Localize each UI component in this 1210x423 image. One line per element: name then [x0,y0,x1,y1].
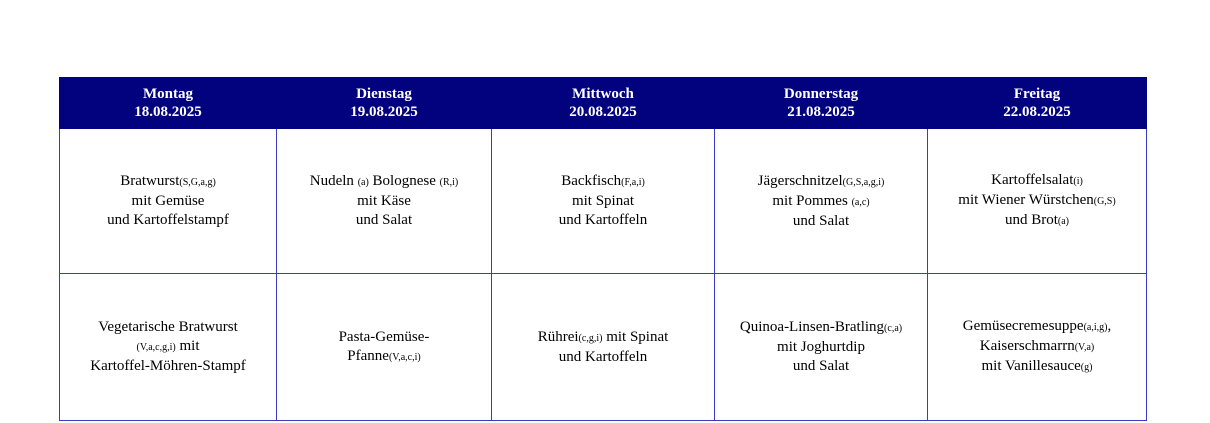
allergen-codes: (a,i,g) [1083,322,1108,333]
header-monday [60,78,277,129]
meal-cell-wednesday [492,274,715,421]
header-friday [928,78,1147,129]
meal-line [934,171,1140,191]
meal-text: mit Wiener Würstchen [958,192,1094,208]
meal-cell-friday [928,129,1147,274]
meal-line [283,347,485,367]
meal-cell-thursday [715,274,928,421]
meal-line: und Salat [792,212,850,229]
meal-line [934,357,1140,377]
meal-text: Backfisch [561,173,622,189]
meal-text: mit Vanillesauce [981,358,1081,374]
meal-cell-monday [60,129,277,274]
meal-cell-monday [60,274,277,421]
day-date: 19.08.2025 [350,104,418,120]
meal-line [66,172,270,192]
menu-body [60,129,1147,421]
meal-line: und Kartoffelstampf [107,212,229,228]
meal-cell-wednesday [492,129,715,274]
allergen-codes: (g) [1080,362,1093,373]
day-date: 22.08.2025 [1003,104,1071,120]
meal-line [934,337,1140,357]
header-wednesday [492,78,715,129]
day-name: Mittwoch [572,86,634,102]
meal-text: Pfanne [347,347,389,364]
meal-line: mit Gemüse [131,193,205,209]
meal-text: Bolognese [368,173,440,189]
meal-line [934,211,1140,231]
allergen-codes: (R,i) [439,177,459,188]
allergen-codes: (F,a,i) [621,177,645,188]
meal-line: mit Käse [357,193,411,209]
meal-text: Bratwurst [120,173,180,189]
meal-text: mit Spinat [602,328,669,345]
meal-line [283,172,485,192]
header-row [60,78,1147,129]
meal-line [721,172,921,192]
allergen-codes: (G,S,a,g,i) [842,176,885,188]
meal-line: und Kartoffeln [558,212,648,228]
meal-text: Nudeln [309,173,358,189]
meal-text: Jägerschnitzel [757,172,843,189]
meal-line [498,328,708,348]
meal-text: mit Pommes [772,192,852,209]
meal-line [721,318,921,338]
allergen-codes: (S,G,a,g) [179,177,216,188]
meal-text: Kartoffelsalat [991,172,1074,188]
meal-line [498,172,708,192]
meal-cell-friday [928,274,1147,421]
header-thursday [715,78,928,129]
menu-row-alternative [60,274,1147,421]
day-name: Donnerstag [783,86,859,102]
meal-text: Gemüsecremesuppe [962,318,1084,334]
meal-line: und Salat [792,358,850,374]
allergen-codes: (a) [1057,216,1070,227]
meal-cell-tuesday [277,274,492,421]
allergen-codes: (c,a) [884,323,903,334]
day-name: Dienstag [356,86,412,102]
day-name: Montag [143,86,193,102]
meal-text: Rührei [537,328,579,345]
day-date: 21.08.2025 [787,104,855,120]
meal-cell-thursday [715,129,928,274]
meal-line [934,191,1140,211]
meal-line [934,317,1140,337]
menu-header [60,78,1147,129]
meal-line [721,192,921,212]
menu-row-main [60,129,1147,274]
meal-line: Kartoffel-Möhren-Stampf [90,358,246,374]
allergen-codes: (c,g,i) [578,332,603,344]
day-name: Freitag [1013,86,1061,102]
allergen-codes: (V,a,c,g,i) [136,342,176,353]
day-date: 20.08.2025 [569,104,637,120]
meal-text: und Brot [1004,212,1058,228]
header-tuesday [277,78,492,129]
allergen-codes: (V,a,c,i) [388,351,421,363]
meal-text: Quinoa-Linsen-Bratling [739,319,885,335]
meal-text: , [1107,318,1112,334]
meal-line: Vegetarische Bratwurst [98,319,238,335]
meal-line: und Salat [355,212,413,228]
meal-text: Kaiserschmarrn [979,338,1075,354]
allergen-codes: (i) [1073,176,1083,187]
allergen-codes: (V,a) [1074,342,1095,353]
allergen-codes: (a,c) [851,196,870,208]
meal-line [66,337,270,357]
meal-line: mit Joghurtdip [777,339,865,355]
weekly-menu-table [59,77,1147,421]
meal-text: mit [175,338,200,354]
meal-line: und Kartoffeln [558,348,648,365]
allergen-codes: (G,S) [1093,196,1116,207]
meal-cell-tuesday [277,129,492,274]
allergen-codes: (a) [357,177,369,188]
meal-line: Pasta-Gemüse- [338,328,430,345]
meal-line: mit Spinat [571,193,635,209]
day-date: 18.08.2025 [134,104,202,120]
